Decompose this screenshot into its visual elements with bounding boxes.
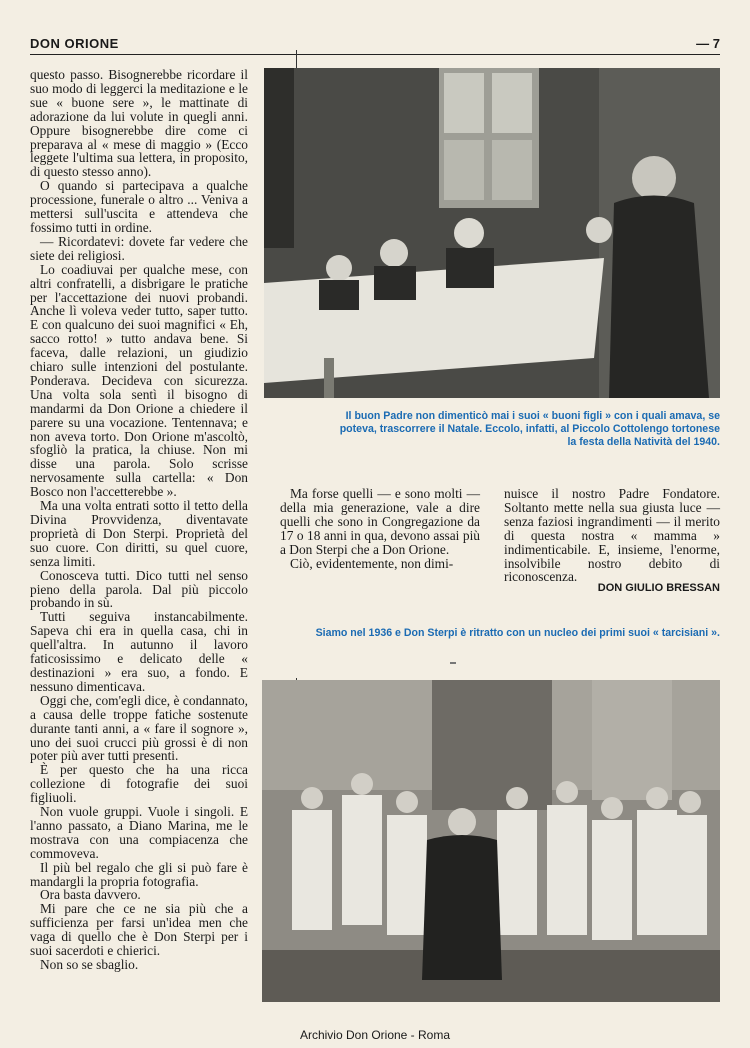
group-photo-drawing (262, 680, 720, 1002)
paragraph: Il più bel regalo che gli si può fare è mandargli la propria fotografia. (30, 859, 248, 889)
christmas-photo-drawing (264, 68, 720, 398)
paragraph: Ma una volta entrati sotto il tetto della Divina Provvidenza, diventavate proprietà di Don Sterpi. Proprietà del suo cuore. Con diritti, su quel cuore, senza limiti. (30, 498, 248, 569)
article-column-2 (280, 487, 480, 570)
magazine-title: DON ORIONE (30, 36, 119, 51)
paragraph: questo passo. Bisognerebbe ricordare il suo modo di leggerci la meditazione e le sue « buone sere », le mattinate di adorazione da lui volute in quegli anni. Oppure bisognerebbe dire come ci preparava al « mese di maggio » (Ecco leggete l'ultima sua lettera, in proposito, di questo stesso anno). (30, 67, 248, 180)
photo-caption-tarcisiani: Siamo nel 1936 e Don Sterpi è ritratto con un nucleo dei primi suoi « tarcisiani ». (315, 627, 720, 639)
archive-footer: Archivio Don Orione - Roma (299, 1028, 451, 1042)
paragraph: Oggi che, com'egli dice, è condannato, a causa delle troppe fatiche sostenute durante tanti anni, a « fare il sognore », uno dei suoi crucci più grossi è di non poter più aver tutti presenti. (30, 692, 248, 764)
paragraph: Ora basta davvero. (40, 887, 141, 903)
paragraph: Conosceva tutti. Dico tutti nel senso pieno della parola. Dal più piccolo probando in sù. (30, 567, 248, 611)
paragraph: Tutti seguiva instancabilmente. Sapeva chi era in quella casa, chi in quell'altra. In autunno il lavoro faticosissimo e delicato delle « destinazioni » era suo, a fondo. E nessuno dimenticava. (30, 609, 248, 694)
page-header (30, 36, 720, 55)
article-column-3 (504, 487, 720, 584)
paragraph: È per questo che ha una ricca collezione di fotografie dei suoi figliuoli. (30, 762, 248, 806)
photo-caption-christmas: Il buon Padre non dimenticò mai i suoi « buoni figli » con i quali amava, se poteva, trascorrere il Natale. Eccolo, infatti, al Piccolo Cottolengo tortonese la festa della Natività del 1940. (339, 410, 720, 448)
page-number: — 7 (696, 36, 720, 51)
article-column-1 (30, 68, 248, 972)
paragraph: Non so se sbaglio. (40, 957, 139, 972)
divider-mark (450, 662, 456, 664)
paragraph: Lo coadiuvai per qualche mese, con altri confratelli, a disbrigare le pratiche per l'accettazione dei nuovi probandi. Anche lì voleva veder tutto, saper tutto. E con qualcuno dei suoi magnifici « Eh, sacco rotto! » tutto andava bene. Si faceva, dalle relazioni, un giudizio chiaro sulle intenzioni del postulante. Ponderava. Decideva con sicurezza. Una volta sola sentì il bisogno di mandarmi da Don Orione a chiedere il parere su una vocazione. Tentennava; e non aveva torto. Don Orione m'ascoltò, sfogliò la pratica, la chiuse. Non mi disse una parola. Solo scrisse nervosamente sulla cartella: « Don Bosco non l'accetterebbe ». (30, 261, 248, 500)
paragraph: Ciò, evidentemente, non dimi- (290, 555, 454, 571)
paragraph: Non vuole gruppi. Vuole i singoli. E l'anno passato, a Diano Marina, me le mostrava con una compiacenza che commoveva. (30, 804, 248, 861)
christmas-photo (264, 68, 720, 398)
paragraph: Mi pare che ce ne sia più che a sufficienza per farsi un'idea men che vaga di quello che è Don Sterpi per i suoi sacerdoti e chierici. (30, 901, 248, 959)
author-signature: DON GIULIO BRESSAN (597, 582, 720, 594)
paragraph: nuisce il nostro Padre Fondatore. Soltanto mette nella sua giusta luce — senza faziosi ingrandimenti — il merito di questa nostra « mamma » indimenticabile. E, insieme, l'enorme, insolvibile nostro debito di riconoscenza. (504, 486, 720, 585)
paragraph: Ma forse quelli — e sono molti — della mia generazione, vale a dire quelli che sono in Congregazione da 17 o 18 anni in qua, devono assai più a Don Sterpi che a Don Orione. (280, 486, 480, 557)
group-photo (262, 680, 720, 1002)
paragraph: — Ricordatevi: dovete far vedere che siete dei religiosi. (30, 233, 248, 263)
paragraph: O quando si partecipava a qualche processione, funerale o altro ... Veniva a mettersi sull'uscita e attendeva che fossimo tutti in ordine. (30, 178, 248, 235)
